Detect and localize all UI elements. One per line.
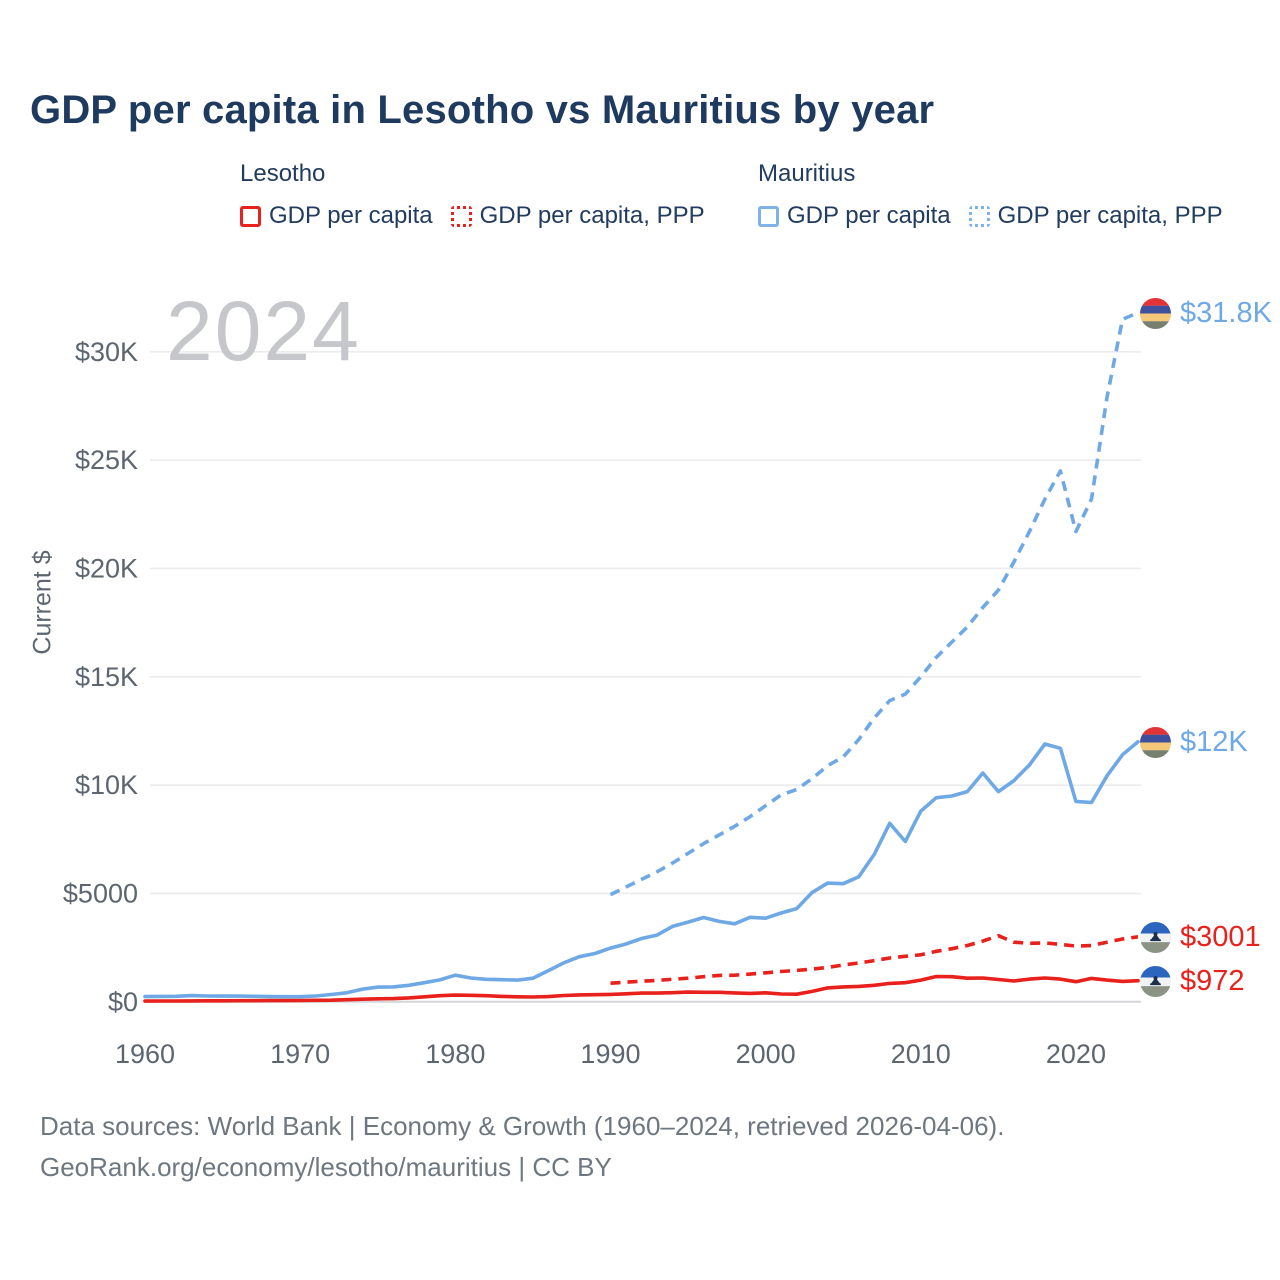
y-tick-label: $20K [74,553,138,584]
legend-item-lesotho-gdp-ppp [451,202,705,230]
watermark-year: 2024 [166,284,361,378]
end-value-lesotho-gdp: $972 [1180,964,1245,997]
legend-group-mauritius [758,160,1223,230]
x-tick-label: 1980 [425,1039,486,1069]
line-mauritius-gdp [145,742,1138,997]
end-label-lesotho-gdp-ppp [1140,921,1261,954]
line-lesotho-gdp-ppp [611,936,1139,984]
end-label-lesotho-gdp [1140,965,1245,998]
lesotho-flag-icon [1140,922,1171,953]
y-tick-label: $15K [74,661,138,692]
chart-title: GDP per capita in Lesotho vs Mauritius by year [30,88,935,132]
legend-item-mauritius-gdp [758,202,951,230]
x-tick-label: 2020 [1045,1039,1106,1069]
legend-swatch-blue-dotted-icon [969,206,990,227]
line-lesotho-gdp [145,977,1138,1002]
y-tick-label: $10K [74,770,138,801]
legend-swatch-red-solid-icon [240,206,261,227]
y-tick-label: $0 [107,986,138,1017]
legend-group-lesotho [240,160,705,230]
footer [40,1106,1004,1188]
legend-item-mauritius-gdp-ppp [969,202,1223,230]
y-tick-label: $30K [74,336,138,367]
x-tick-label: 1970 [270,1039,331,1069]
legend-header-lesotho: Lesotho [240,160,326,187]
legend-item-lesotho-gdp [240,202,433,230]
lesotho-flag-icon [1140,966,1171,997]
end-value-mauritius-gdp: $12K [1180,725,1248,758]
y-tick-label: $5000 [62,878,138,909]
legend-swatch-red-dotted-icon [451,206,472,227]
line-mauritius-gdp-ppp [611,313,1139,895]
footer-line-2: GeoRank.org/economy/lesotho/mauritius | CC BY [40,1152,612,1182]
legend-label: GDP per capita [787,202,951,229]
mauritius-flag-icon [1140,298,1171,329]
x-tick-label: 2000 [735,1039,796,1069]
x-tick-label: 1960 [114,1039,176,1069]
end-label-mauritius-gdp [1140,726,1248,759]
legend-label: GDP per capita, PPP [997,202,1223,229]
legend-label: GDP per capita, PPP [479,202,705,229]
y-tick-label: $25K [74,445,138,476]
footer-line-1: Data sources: World Bank | Economy & Growth (1960–2024, retrieved 2026-04-06). [40,1111,1005,1141]
legend-header-mauritius: Mauritius [758,160,856,187]
end-value-mauritius-gdp-ppp: $31.8K [1180,296,1272,329]
x-tick-label: 1990 [580,1039,641,1069]
legend-swatch-blue-solid-icon [758,206,779,227]
end-label-mauritius-gdp-ppp [1140,297,1272,330]
legend-label: GDP per capita [269,202,433,229]
end-value-lesotho-gdp-ppp: $3001 [1180,920,1261,953]
mauritius-flag-icon [1140,727,1171,758]
y-axis-title: Current $ [28,550,57,655]
x-tick-label: 2010 [890,1039,951,1069]
